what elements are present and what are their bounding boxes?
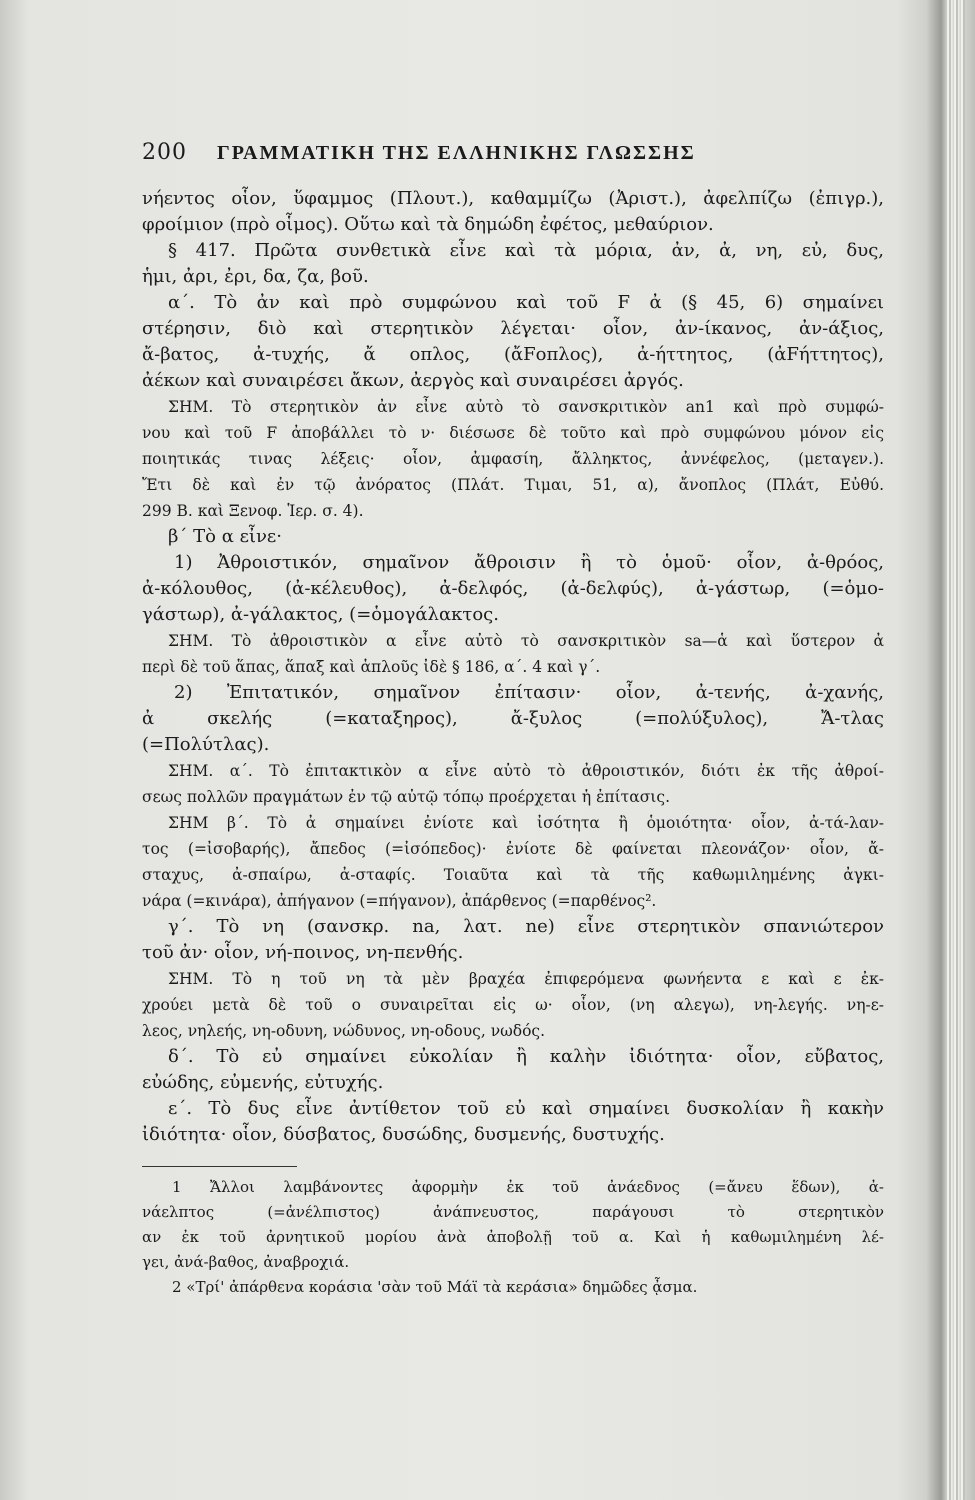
footnote-separator: [142, 1166, 297, 1167]
text-line: γάστωρ), ἀ-γάλακτος, (=ὁμογάλακτος.: [142, 604, 499, 625]
subsection-gamma: γ΄. Τὸ νη (σανσκρ. na, λατ. ne) εἶνε στερητικὸν σπανιώτερον: [168, 916, 884, 937]
text-line: ἄ-βατος, ἀ-τυχής, ἄ οπλος, (ἄFοπλος), ἀ-ήττητος, (ἀFήττητος),: [142, 344, 884, 365]
subsection-beta: β΄ Τὸ α εἶνε·: [168, 526, 282, 547]
note-line: χρούει μετὰ δὲ τοῦ ο συναιρεῖται εἰς ω· οἷον, (νη αλεγω), νη-λεγής. νη-ε-: [142, 996, 884, 1014]
text-line: ἀ σκελής (=καταξηρος), ἄ-ξυλος (=πολύξυλος), Ἄ-τλας: [142, 708, 884, 729]
book-spine-edge: [947, 0, 965, 1500]
footnote-line: γει, ἀνά-βαθος, ἀναβροχιά.: [142, 1253, 350, 1271]
footnote-line: 1 Ἄλλοι λαμβάνοντες ἀφορμὴν ἐκ τοῦ ἀνάεδνος (=ἄνευ ἕδων), ἀ-: [172, 1178, 884, 1196]
note-line: ποιητικάς τινας λέξεις· οἷον, ἀμφασίη, ἄλληκτος, ἀννέφελος, (μεταγεν.).: [142, 450, 884, 468]
note-line: 299 Β. καὶ Ξενοφ. Ἱερ. σ. 4).: [142, 502, 364, 520]
note-line: ΣΗΜ β΄. Τὸ ἀ σημαίνει ἐνίοτε καὶ ἰσότητα ἢ ὁμοιότητα· οἷον, ἀ-τά-λαν-: [168, 814, 884, 832]
page-text-block: [142, 140, 884, 1300]
note-line: νάρα (=κινάρα), ἀπήγανον (=πήγανον), ἀπάρθενος (=παρθένος².: [142, 892, 657, 910]
subsection-epsilon: ε΄. Τὸ δυς εἶνε ἀντίθετον τοῦ εὐ καὶ σημαίνει δυσκολίαν ἢ κακὴν: [168, 1098, 884, 1119]
text-line: νήεντος οἷον, ὕφαμμος (Πλουτ.), καθαμμίζω (Ἀριστ.), ἀφελπίζω (ἐπιγρ.),: [142, 188, 884, 209]
item-1-athroistikon: 1) Ἀθροιστικόν, σημαῖνον ἄθροισιν ἢ τὸ ὁμοῦ· οἷον, ἀ-θρόος,: [174, 552, 884, 573]
note-line: περὶ δὲ τοῦ ἅπας, ἅπαξ καὶ ἁπλοῦς ἰδὲ § 186, α΄. 4 καὶ γ΄.: [142, 658, 601, 676]
footnote-line: νάελπτος (=ἀνέλπιστος) ἀνάπνευστος, παράγουσι τὸ στερητικὸν: [142, 1203, 884, 1221]
footnote-line: αν ἐκ τοῦ ἀρνητικοῦ μορίου ἀνὰ ἀποβολῇ τοῦ α. Καὶ ἡ καθωμιλημένη λέ-: [142, 1228, 884, 1246]
note-line: ΣΗΜ. Τὸ στερητικὸν ἀν εἶνε αὐτὸ τὸ σανσκριτικὸν an1 καὶ πρὸ συμφώ-: [168, 398, 884, 416]
section-417-heading: § 417. Πρῶτα συνθετικὰ εἶνε καὶ τὰ μόρια, ἀν, ἀ, νη, εὐ, δυς,: [168, 240, 884, 261]
running-title: ΓΡΑΜΜΑΤΙΚΗ ΤΗΣ ΕΛΛΗΝΙΚΗΣ ΓΛΩΣΣΗΣ: [217, 142, 696, 164]
note-line: λεος, νηλεής, νη-οδυνη, νώδυνος, νη-οδους, νωδός.: [142, 1022, 546, 1040]
text-line: φροίμιον (πρὸ οἷμος). Οὕτω καὶ τὰ δημώδη ἐφέτος, μεθαύριον.: [142, 214, 714, 235]
item-2-epitatikon: 2) Ἐπιτατικόν, σημαῖνον ἐπίτασιν· οἷον, ἀ-τενής, ἀ-χανής,: [174, 682, 884, 703]
note-line: Ἔτι δὲ καὶ ἐν τῷ ἀνόρατος (Πλάτ. Τιμαι, 51, α), ἄνοπλος (Πλάτ, Εὐθύ.: [142, 476, 884, 494]
text-line: ἀέκων καὶ συναιρέσει ἄκων, ἀεργὸς καὶ συναιρέσει ἀργός.: [142, 370, 684, 391]
note-line: τος (=ἰσοβαρής), ἄπεδος (=ἰσόπεδος)· ἐνίοτε δὲ φαίνεται πλεονάζον· οἷον, ἄ-: [142, 840, 884, 858]
footnote-line: 2 «Τρί' ἀπάρθενα κοράσια 'σὰν τοῦ Μάϊ τὰ κεράσια» δημῶδες ᾆσμα.: [172, 1278, 698, 1296]
text-line: ἀ-κόλουθος, (ἀ-κέλευθος), ἀ-δελφός, (ἀ-δελφύς), ἀ-γάστωρ, (=ὁμο-: [142, 578, 884, 599]
note-line: ΣΗΜ. Τὸ ἀθροιστικὸν α εἶνε αὐτὸ τὸ σανσκριτικὸν sa—ἁ καὶ ὕστερον ἀ: [168, 632, 884, 650]
note-line: σταχυς, ἀ-σπαίρω, ἀ-σταφίς. Τοιαῦτα καὶ τὰ τῆς καθωμιλημένης ἀγκι-: [142, 866, 884, 884]
note-line: σεως πολλῶν πραγμάτων ἐν τῷ αὐτῷ τόπῳ προέρχεται ἡ ἐπίτασις.: [142, 788, 670, 806]
note-line: νου καὶ τοῦ F ἀποβάλλει τὸ ν· διέσωσε δὲ τοῦτο καὶ πρὸ συμφώνου μόνον εἰς: [142, 424, 884, 442]
text-line: (=Πολύτλας).: [142, 734, 270, 755]
subsection-delta: δ΄. Τὸ εὐ σημαίνει εὐκολίαν ἢ καλὴν ἰδιότητα· οἷον, εὔβατος,: [168, 1046, 884, 1067]
footnotes: [142, 1175, 884, 1300]
note-line: ΣΗΜ. α΄. Τὸ ἐπιτακτικὸν α εἶνε αὐτὸ τὸ ἀθροιστικόν, διότι ἐκ τῆς ἀθροί-: [168, 762, 884, 780]
text-line: εὐώδης, εὐμενής, εὐτυχής.: [142, 1072, 384, 1093]
note-line: ΣΗΜ. Τὸ η τοῦ νη τὰ μὲν βραχέα ἐπιφερόμενα φωνήεντα ε καὶ ε ἐκ-: [168, 970, 884, 988]
text-line: ἡμι, ἀρι, ἐρι, δα, ζα, βοῦ.: [142, 266, 369, 287]
text-line: τοῦ ἀν· οἷον, νή-ποινος, νη-πενθής.: [142, 942, 464, 963]
text-line: ἰδιότητα· οἷον, δύσβατος, δυσώδης, δυσμενής, δυστυχής.: [142, 1124, 665, 1145]
page-number: 200: [142, 140, 187, 165]
subsection-alpha: α΄. Τὸ ἀν καὶ πρὸ συμφώνου καὶ τοῦ F ἀ (§ 45, 6) σημαίνει: [168, 292, 884, 313]
running-header: [142, 140, 884, 180]
text-line: στέρησιν, διὸ καὶ στερητικὸν λέγεται· οἷον, ἀν-ίκανος, ἀν-άξιος,: [142, 318, 884, 339]
